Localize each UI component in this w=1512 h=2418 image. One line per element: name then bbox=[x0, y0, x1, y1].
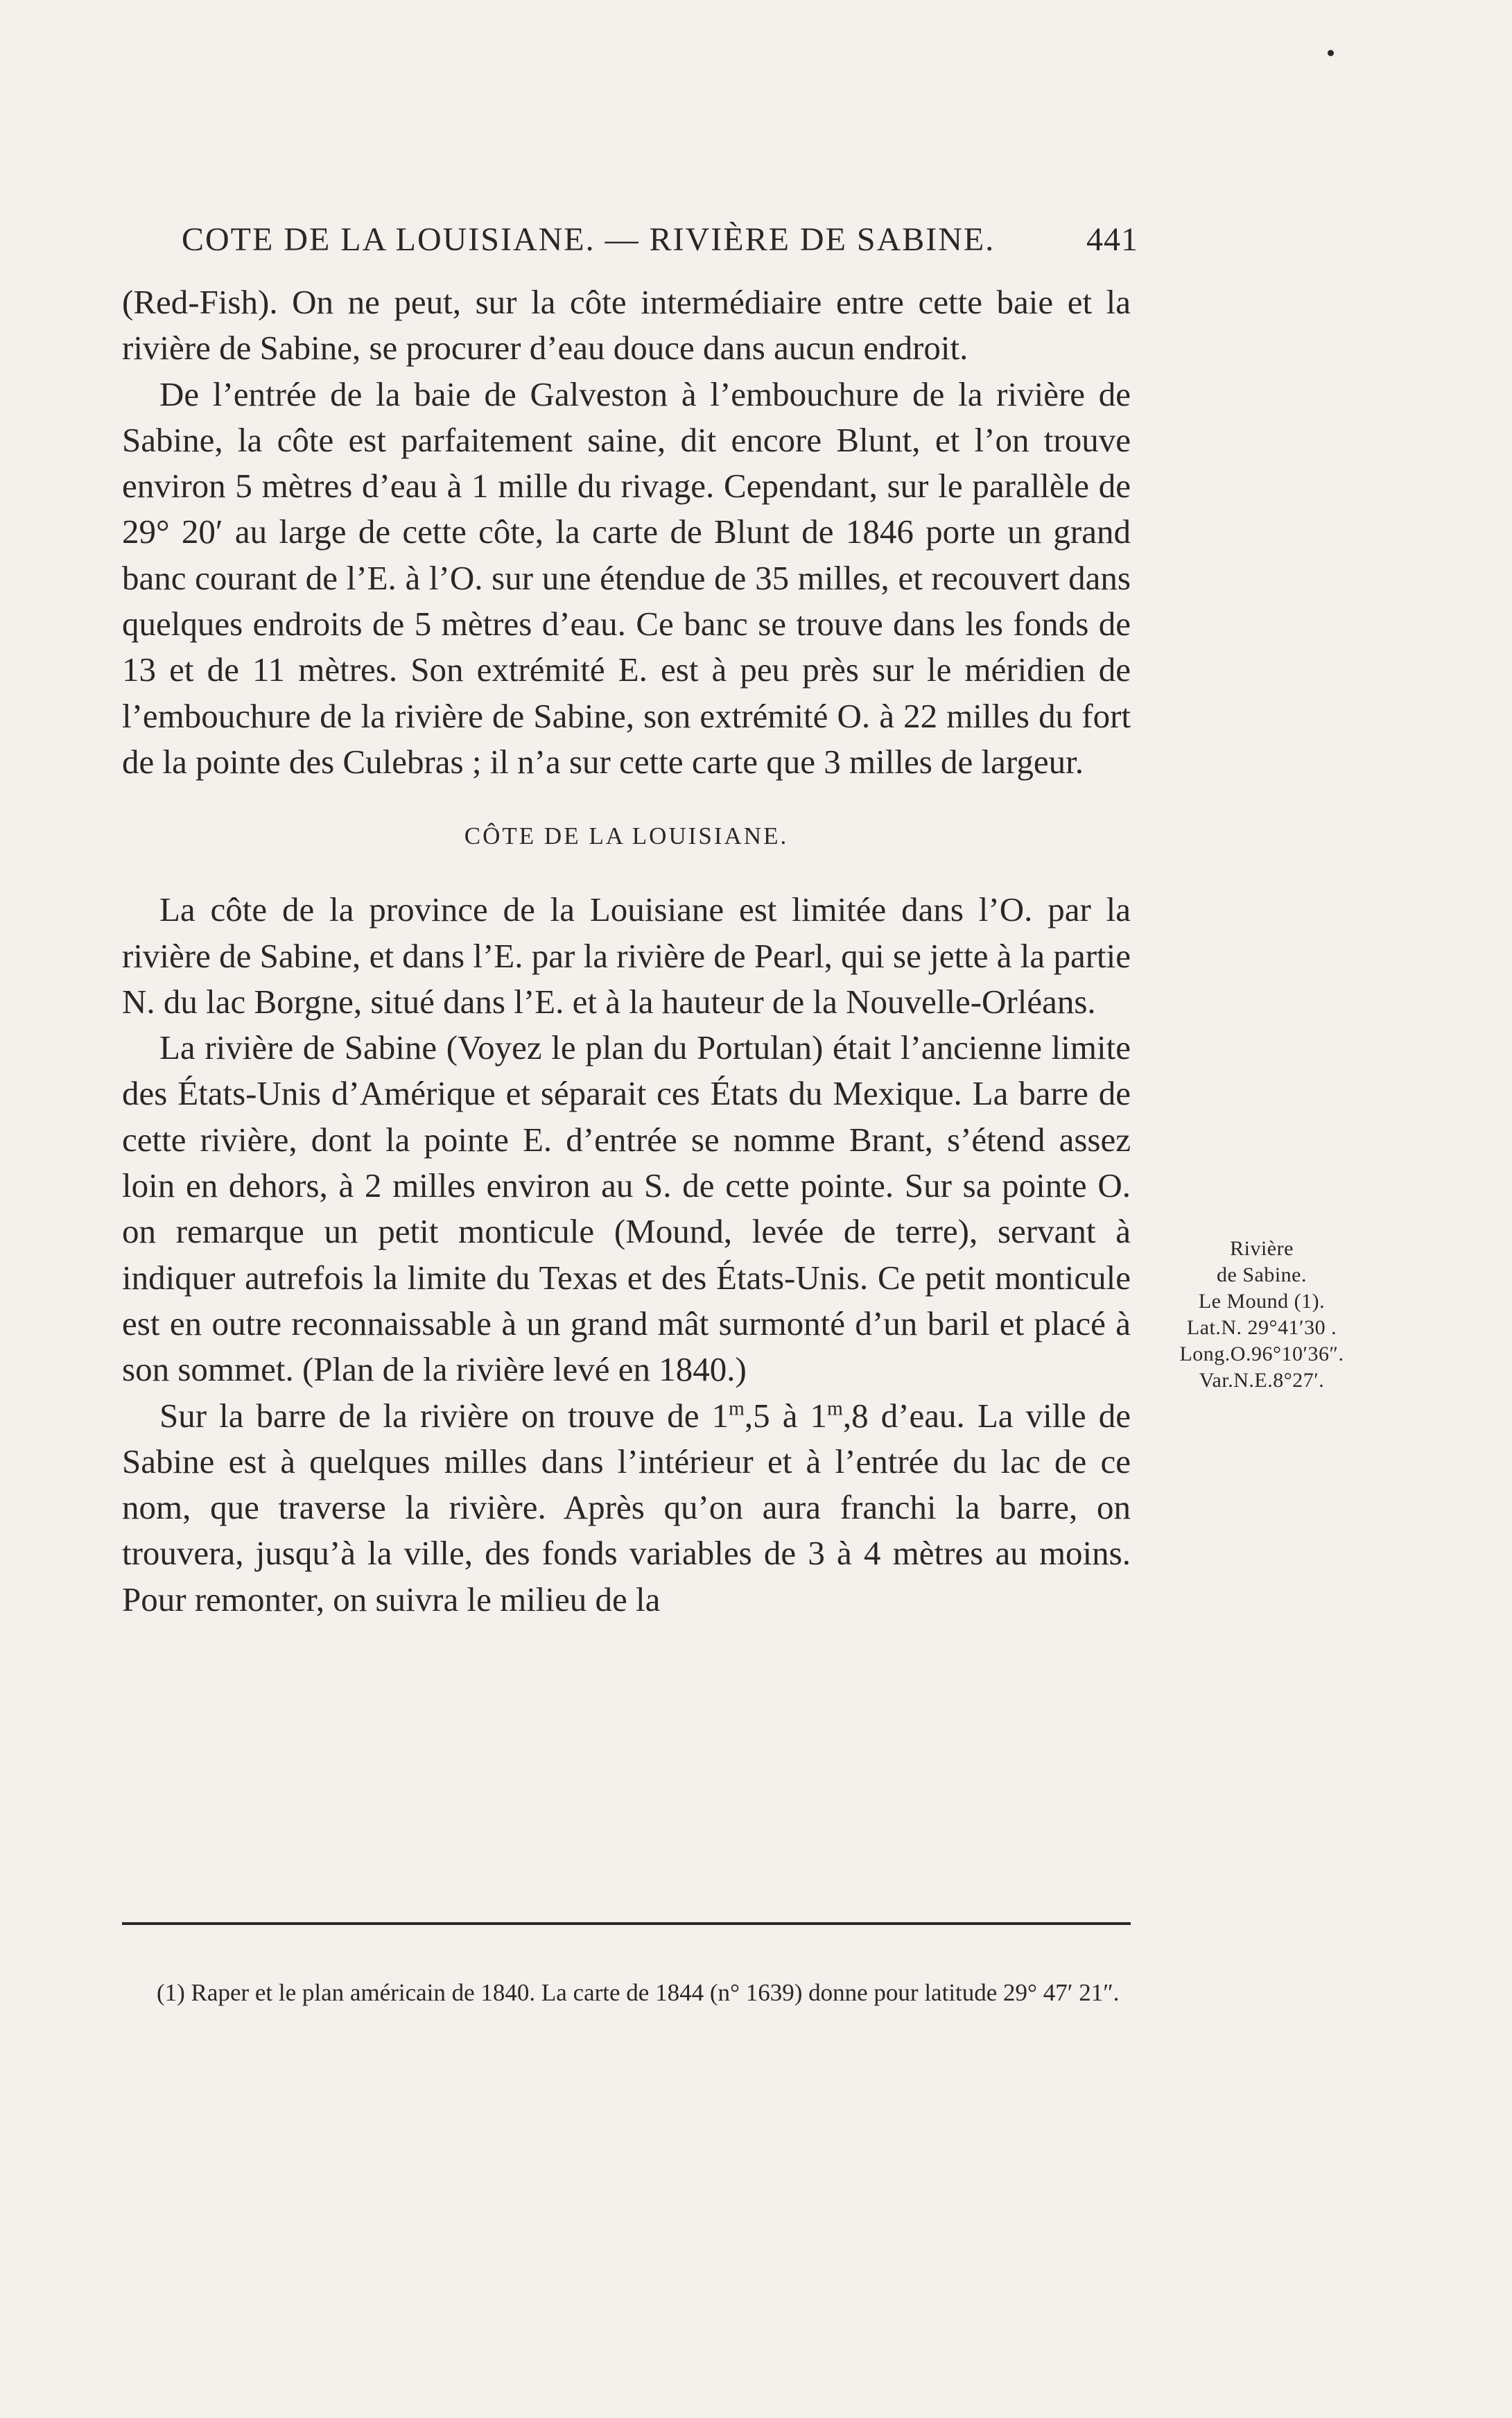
paragraph: La rivière de Sabine (Voyez le plan du Portulan) était l’ancienne limite des États-Unis d’Amérique et séparait ces États du Mexique. La barre de cette rivière, dont la pointe E. d’entrée se nomme Brant, s’étend assez loin en dehors, à 2 milles environ au S. de cette pointe. Sur sa pointe O. on remarque un petit monticule (Mound, levée de terre), servant à indiquer autrefois la limite du Texas et des États-Unis. Ce petit monticule est en outre reconnaissable à un grand mât surmonté d’un baril et placé à son sommet. (Plan de la rivière levé en 1840.) bbox=[122, 1028, 1131, 1389]
ink-mark bbox=[1328, 50, 1334, 56]
superscript: m bbox=[729, 1397, 745, 1420]
margin-note-line: de Sabine. bbox=[1217, 1263, 1307, 1286]
footnote-text: (1) Raper et le plan américain de 1840. La carte de 1844 (n° 1639) donne pour latitude 29° 47′ 21″. bbox=[157, 1979, 1120, 2006]
margin-note-line: Lat.N. 29°41′30 . bbox=[1186, 1316, 1337, 1339]
paragraph: La côte de la province de la Louisiane est limitée dans l’O. par la rivière de Sabine, et dans l’E. par la rivière de Pearl, qui se jette à la partie N. du lac Borgne, situé dans l’E. et à la hauteur de la Nouvelle-Orléans. bbox=[122, 890, 1131, 1021]
footnote bbox=[122, 1978, 1131, 2008]
margin-note-line: Le Mound (1). bbox=[1198, 1290, 1326, 1313]
superscript: m bbox=[827, 1397, 843, 1420]
main-text bbox=[122, 279, 1131, 1623]
margin-note-line: Rivière bbox=[1230, 1237, 1294, 1260]
paragraph-text: Sur la barre de la rivière on trouve de 1 bbox=[159, 1396, 729, 1435]
margin-note-line: Var.N.E.8°27′. bbox=[1199, 1369, 1325, 1392]
paragraph: De l’entrée de la baie de Galveston à l’embouchure de la rivière de Sabine, la côte est parfaitement saine, dit encore Blunt, et l’on trouve environ 5 mètres d’eau à 1 mille du rivage. Cependant, sur le parallèle de 29° 20′ au large de cette côte, la carte de Blunt de 1846 porte un grand banc courant de l’E. à l’O. sur une étendue de 35 milles, et recouvert dans quelques endroits de 5 mètres d’eau. Ce banc se trouve dans les fonds de 13 et de 11 mètres. Son extrémité E. est à peu près sur le méridien de l’embouchure de la rivière de Sabine, son extrémité O. à 22 milles du fort de la pointe des Culebras ; il n’a sur cette carte que 3 milles de largeur. bbox=[122, 374, 1131, 781]
margin-note-line: Long.O.96°10′36″. bbox=[1179, 1342, 1344, 1365]
footnote-rule bbox=[122, 1922, 1131, 1925]
paragraph: (Red-Fish). On ne peut, sur la côte intermédiaire entre cette baie et la rivière de Sabine, se procurer d’eau douce dans aucun endroit. bbox=[122, 283, 1131, 368]
section-heading: CÔTE DE LA LOUISIANE. bbox=[464, 822, 789, 850]
page-number: 441 bbox=[1086, 221, 1138, 258]
paragraph-text: ,8 d’eau. La ville de Sabine est à quelques milles dans l’intérieur et à l’entrée du lac de ce nom, que traverse la rivière. Après qu’on aura franchi la barre, on trouvera, jusqu’à la ville, des fonds variables de 3 à 4 mètres au moins. Pour remonter, on suivra le milieu de la bbox=[122, 1396, 1131, 1618]
paragraph bbox=[122, 1393, 1131, 1623]
running-title: COTE DE LA LOUISIANE. — RIVIÈRE DE SABINE. bbox=[182, 221, 996, 258]
paragraph-text: ,5 à 1 bbox=[744, 1396, 828, 1435]
margin-note bbox=[1147, 1236, 1376, 1394]
running-header bbox=[182, 221, 1138, 259]
